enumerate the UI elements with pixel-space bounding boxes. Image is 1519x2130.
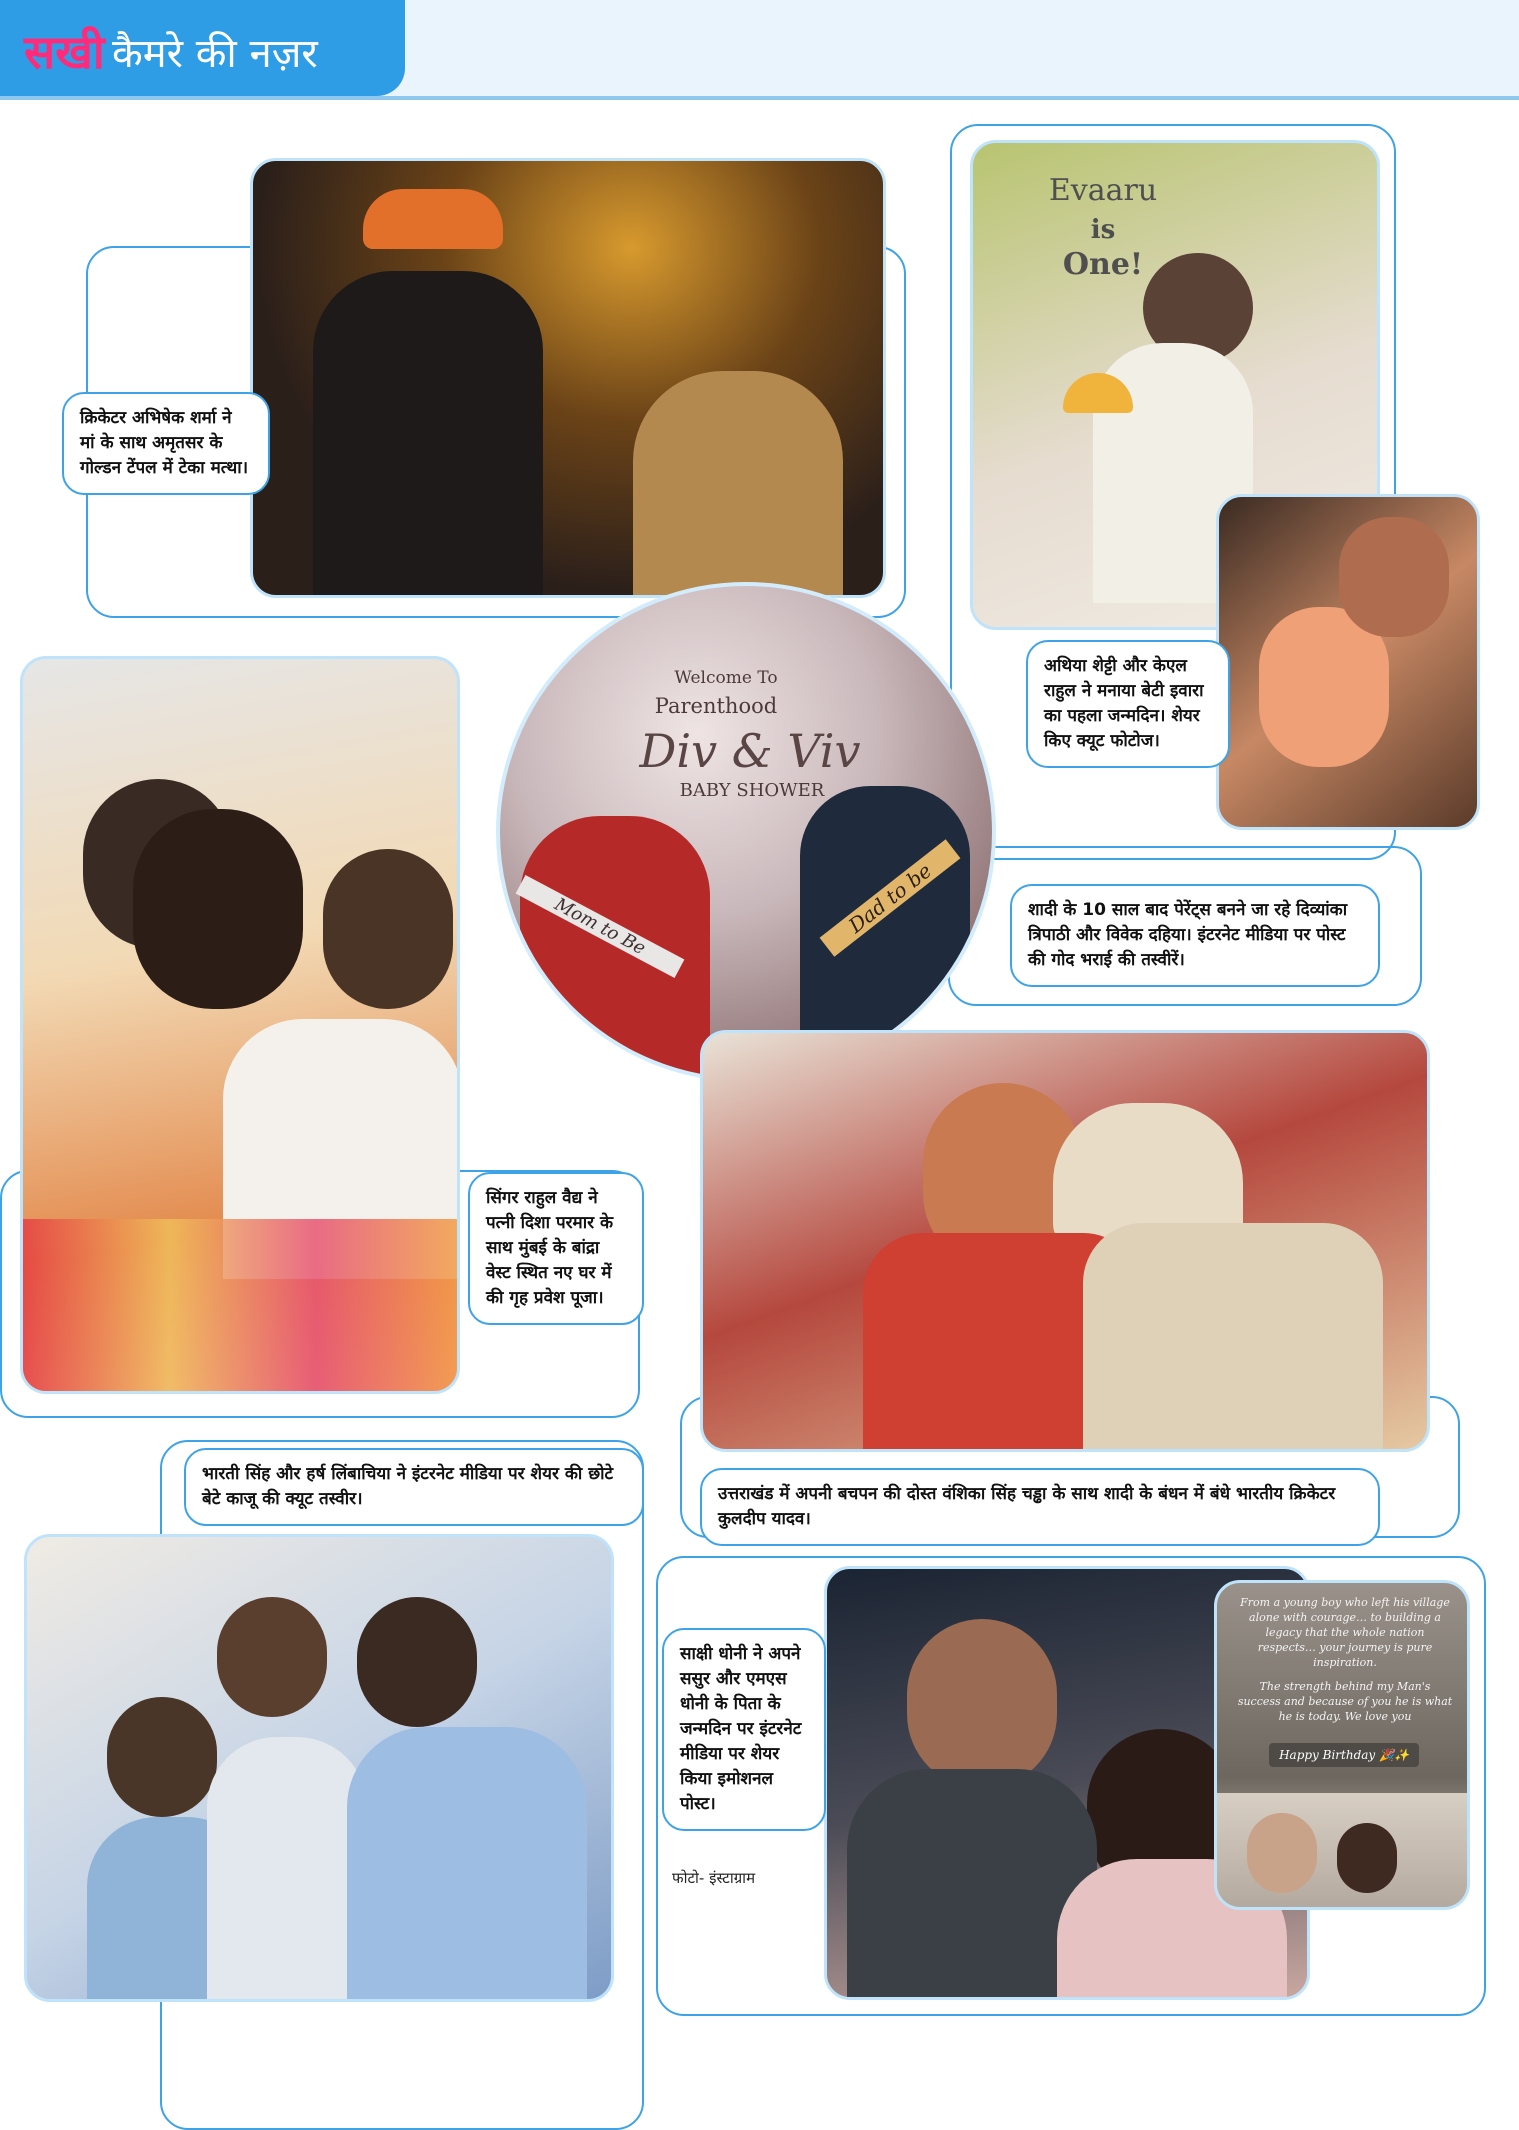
dad-sash-text: Dad to be: [820, 839, 961, 956]
photo-abhishek-golden-temple: [250, 158, 886, 598]
photo-credit: फोटो- इंस्टाग्राम: [672, 1869, 756, 1887]
evaaru-sign-line3: One!: [1062, 247, 1144, 282]
caption-kuldeep: उत्तराखंड में अपनी बचपन की दोस्त वंशिका सिंह चड्ढा के साथ शादी के बंधन में बंधे भारतीय क्रिकेटर कुलदीप यादव।: [700, 1468, 1380, 1546]
caption-abhishek: क्रिकेटर अभिषेक शर्मा ने मां के साथ अमृतसर के गोल्डन टेंपल में टेका मत्था।: [62, 392, 270, 495]
photo-divyanka-baby-shower: [496, 582, 996, 1082]
photo-baby-hand: [1216, 494, 1480, 830]
photo-rahul-griha-pravesh: [20, 656, 460, 1394]
caption-divyanka: शादी के 10 साल बाद पेरेंट्स बनने जा रहे दिव्यांका त्रिपाठी और विवेक दहिया। इंटरनेट मीडिया पर पोस्ट की गोद भराई की तस्वीरें।: [1010, 884, 1380, 987]
story-quote2: The strength behind my Man's success and because of you he is what he is today. We love you: [1237, 1680, 1453, 1723]
parenthood-text: Parenthood: [654, 694, 778, 718]
caption-sakshi: साक्षी धोनी ने अपने ससुर और एमएस धोनी के पिता के जन्मदिन पर इंटरनेट मीडिया पर शेयर किया इमोशनल पोस्ट।: [662, 1628, 826, 1831]
section-title: कैमरे की नज़र: [112, 31, 318, 77]
evaaru-sign-line1: Evaaru: [1048, 173, 1158, 208]
caption-bharti: भारती सिंह और हर्ष लिंबाचिया ने इंटरनेट मीडिया पर शेयर की छोटे बेटे काजू की क्यूट तस्वीर।: [184, 1448, 644, 1526]
header-tab: [0, 0, 405, 96]
photo-instagram-story: [1214, 1580, 1470, 1910]
caption-rahul: सिंगर राहुल वैद्य ने पत्नी दिशा परमार के साथ मुंबई के बांद्रा वेस्ट स्थित नए घर में की गृह प्रवेश पूजा।: [468, 1172, 644, 1325]
baby-shower-text: BABY SHOWER: [679, 780, 825, 801]
story-birthday-text: Happy Birthday 🎉✨: [1269, 1743, 1419, 1767]
story-quote1: From a young boy who left his village alone with courage… to building a legacy that the whole nation respects… your journey is pure inspiration.: [1240, 1596, 1450, 1669]
welcome-text: Welcome To: [674, 668, 778, 688]
photo-kuldeep-wedding: [700, 1030, 1430, 1452]
mom-sash-text: Mom to Be: [516, 875, 685, 978]
brand-logo: सखी: [24, 25, 105, 79]
evaaru-sign-line2: is: [1090, 215, 1116, 245]
caption-athiya: अथिया शेट्टी और केएल राहुल ने मनाया बेटी इवारा का पहला जन्मदिन। शेयर किए क्यूट फोटोज।: [1026, 640, 1230, 768]
photo-bharti-family: [24, 1534, 614, 2002]
names-text: Div & Viv: [639, 724, 861, 778]
header-divider: [0, 96, 1519, 100]
